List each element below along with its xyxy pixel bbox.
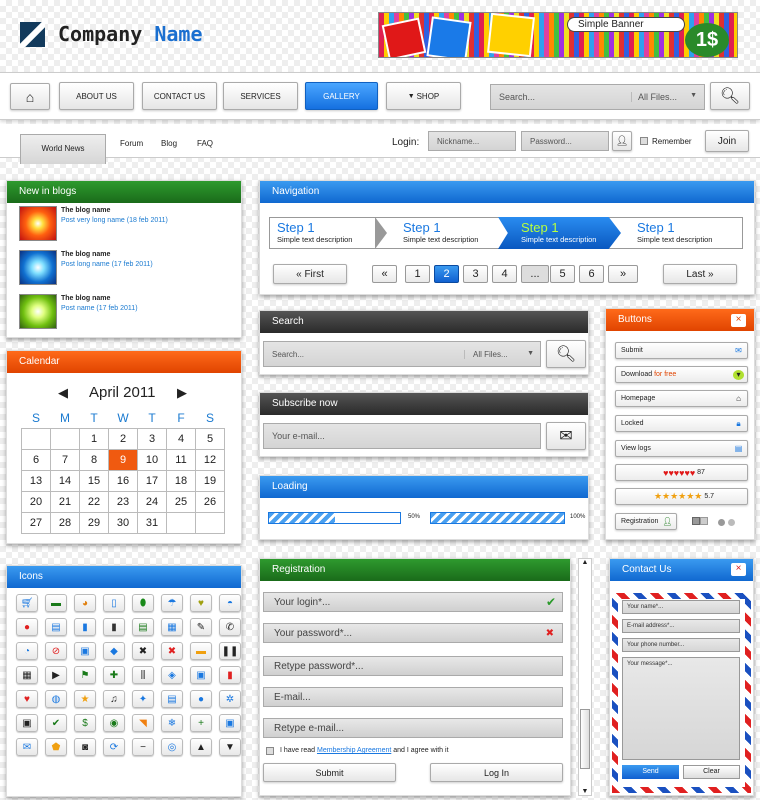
- btn-download-extra: for free: [654, 371, 677, 378]
- drop-icon[interactable]: ●: [16, 618, 38, 636]
- home-icon: ⌂: [25, 88, 35, 105]
- calendar-day[interactable]: 4: [167, 428, 196, 449]
- blog-name-1: The blog name: [61, 207, 111, 214]
- plus-icon[interactable]: +: [190, 714, 212, 732]
- scroll-down-icon[interactable]: ▼: [581, 788, 589, 795]
- scrollbar-track[interactable]: [578, 558, 592, 796]
- page-ellipsis: ...: [521, 265, 549, 283]
- progress-bar-1: [268, 512, 401, 524]
- subscribe-email-input[interactable]: Your e-mail...: [263, 423, 541, 449]
- price-badge: 1$: [685, 23, 729, 57]
- money-icon[interactable]: ▬: [45, 594, 67, 612]
- calendar-title: Calendar: [7, 351, 241, 373]
- password-field[interactable]: [263, 623, 563, 643]
- contact-close-button[interactable]: ×: [731, 563, 746, 576]
- gear-icon[interactable]: ✲: [219, 690, 241, 708]
- search-button[interactable]: [546, 340, 586, 368]
- step-4[interactable]: Step 1 Simple text description: [637, 220, 713, 244]
- check-icon: ✔: [545, 595, 556, 609]
- btn-locked[interactable]: [615, 415, 748, 432]
- wrench-icon[interactable]: ✖: [132, 642, 154, 660]
- subscribe-button[interactable]: [546, 422, 586, 450]
- calendar-day: [22, 428, 51, 449]
- calendar-day[interactable]: 27: [22, 512, 51, 533]
- first-page-button[interactable]: « First: [273, 264, 347, 284]
- clock-icon[interactable]: ◔: [16, 642, 38, 660]
- printer-icon[interactable]: ▤: [161, 690, 183, 708]
- hearts-icons: ♥♥♥♥♥♥: [663, 467, 696, 478]
- blogs-title: New in blogs: [7, 181, 241, 203]
- nav-gallery[interactable]: GALLERY: [305, 82, 378, 110]
- calendar-day[interactable]: 12: [196, 449, 225, 470]
- up-icon[interactable]: ▲: [190, 738, 212, 756]
- blog-link-2[interactable]: Post long name (17 feb 2011): [61, 261, 153, 268]
- snowflake-icon[interactable]: ❄: [161, 714, 183, 732]
- briefcase-icon[interactable]: ▣: [74, 642, 96, 660]
- calendar-day[interactable]: 18: [167, 470, 196, 491]
- btn-homepage-label: Homepage: [621, 395, 656, 402]
- blog-thumb-1[interactable]: [19, 206, 57, 241]
- retype-email-field[interactable]: Retype e-mail...: [263, 718, 563, 738]
- next-month-icon[interactable]: ▶: [177, 385, 187, 400]
- chevron-down-icon: ▼: [527, 349, 534, 357]
- hearts-rating[interactable]: [615, 464, 748, 481]
- search-filter-label: All Files...: [638, 92, 678, 102]
- loading-panel: [259, 475, 589, 540]
- calendar-day[interactable]: 7: [51, 449, 80, 470]
- logo-icon: [20, 22, 45, 47]
- link-faq[interactable]: FAQ: [197, 139, 214, 148]
- heart-icon[interactable]: ♥: [190, 594, 212, 612]
- dollar-icon[interactable]: $: [74, 714, 96, 732]
- stars-count: 5.7: [704, 493, 715, 500]
- blog-link-3[interactable]: Post name (17 feb 2011): [61, 305, 138, 312]
- pencil-icon[interactable]: ✎: [190, 618, 212, 636]
- calendar-day[interactable]: 31: [138, 512, 167, 533]
- page-5[interactable]: 5: [550, 265, 575, 283]
- bar-chart-icon[interactable]: ▮: [219, 666, 241, 684]
- prev-page-button[interactable]: «: [372, 265, 397, 283]
- scroll-up-icon[interactable]: ▲: [581, 559, 589, 566]
- calendar-day[interactable]: 21: [51, 491, 80, 512]
- search-icon: 🔍︎: [719, 88, 741, 105]
- page-6[interactable]: 6: [579, 265, 604, 283]
- page-2-current[interactable]: 2: [434, 265, 459, 283]
- calendar-day[interactable]: 1: [80, 428, 109, 449]
- calendar-day-selected[interactable]: 9: [109, 449, 138, 470]
- camera-icon[interactable]: ◙: [74, 738, 96, 756]
- music-icon[interactable]: ♫: [103, 690, 125, 708]
- down-icon[interactable]: ▼: [219, 738, 241, 756]
- stars-icons: ★★★★★★: [653, 491, 703, 501]
- envelope-icon: ✉: [559, 428, 573, 445]
- calendar-day[interactable]: 3: [138, 428, 167, 449]
- cart-icon[interactable]: 🛒︎: [16, 594, 38, 612]
- calendar-day[interactable]: 2: [109, 428, 138, 449]
- document-icon[interactable]: ▤: [45, 618, 67, 636]
- calendar-day[interactable]: 24: [138, 491, 167, 512]
- join-button[interactable]: Join: [705, 130, 749, 152]
- chevron-down-icon: ▼: [690, 92, 697, 99]
- box-icon[interactable]: ▣: [190, 666, 212, 684]
- calendar-day[interactable]: 22: [80, 491, 109, 512]
- next-page-button[interactable]: »: [608, 265, 638, 283]
- contact-name-field[interactable]: Your name*...: [622, 600, 740, 614]
- membership-agreement-link[interactable]: Membership Agreement: [316, 747, 392, 754]
- prev-month-icon[interactable]: ◀: [58, 385, 68, 400]
- nav-about-us[interactable]: ABOUT US: [59, 82, 134, 110]
- nav-shop-label: SHOP: [416, 91, 440, 101]
- calendar-day[interactable]: 8: [80, 449, 109, 470]
- registration-title: Registration: [260, 559, 570, 581]
- nav-contact-us[interactable]: CONTACT US: [142, 82, 217, 110]
- calendar-day[interactable]: 25: [167, 491, 196, 512]
- calendar-day[interactable]: 29: [80, 512, 109, 533]
- log-in-button[interactable]: Log In: [430, 763, 563, 782]
- page-4[interactable]: 4: [492, 265, 517, 283]
- btn-homepage[interactable]: [615, 390, 748, 407]
- telephone-icon[interactable]: ✆: [219, 618, 241, 636]
- stars-rating[interactable]: [615, 488, 748, 505]
- nav-search-button[interactable]: [710, 82, 750, 110]
- calendar-day: [51, 428, 80, 449]
- progress-label-2: 100%: [570, 514, 586, 520]
- login-label: Login:: [392, 137, 420, 148]
- user-icon: 👤︎: [615, 135, 629, 147]
- password-field-text: Your password*...: [274, 627, 353, 639]
- step-3[interactable]: Step 1 Simple text description: [521, 220, 597, 244]
- equalizer-icon[interactable]: ⫼: [132, 666, 154, 684]
- blog-name-3: The blog name: [61, 295, 111, 302]
- btn-submit[interactable]: [615, 342, 748, 359]
- tag-blue-icon[interactable]: ◈: [161, 666, 183, 684]
- tag-icon[interactable]: ◆: [103, 642, 125, 660]
- contact-phone-field[interactable]: Your phone number...: [622, 638, 740, 652]
- nickname-input[interactable]: Nickname...: [428, 131, 516, 151]
- shield-icon[interactable]: ⬟: [45, 738, 67, 756]
- hearts-count: 87: [697, 469, 705, 476]
- rss-icon[interactable]: ◥: [132, 714, 154, 732]
- play-icon[interactable]: ▶: [45, 666, 67, 684]
- calendar-day[interactable]: 14: [51, 470, 80, 491]
- search-placeholder: Search...: [499, 92, 536, 102]
- search-filter-text: All Files...: [473, 349, 508, 359]
- progress-bar-2: [430, 512, 565, 524]
- last-page-button[interactable]: Last »: [663, 264, 737, 284]
- progress-label-1: 50%: [408, 514, 421, 520]
- calendar-day[interactable]: 17: [138, 470, 167, 491]
- home-icon: ⌂: [736, 394, 741, 403]
- user-add-icon: 👤︎: [662, 517, 673, 526]
- download-icon: ▾: [733, 370, 744, 380]
- btn-locked-label: Locked: [621, 420, 644, 427]
- subscribe-title: Subscribe now: [260, 393, 588, 415]
- heart-red-icon[interactable]: ♥: [16, 690, 38, 708]
- calendar-day[interactable]: 6: [22, 449, 51, 470]
- btn-view-logs-label: View logs: [621, 445, 651, 452]
- pause-icon[interactable]: ❚❚: [219, 642, 241, 660]
- btn-registration[interactable]: [615, 513, 677, 530]
- folder-icon[interactable]: ▬: [190, 642, 212, 660]
- search-input-placeholder: Search...: [272, 349, 305, 359]
- send-button[interactable]: Send: [622, 765, 679, 779]
- buttons-title: Buttons: [606, 309, 754, 331]
- page-3[interactable]: 3: [463, 265, 488, 283]
- contact-title: Contact Us: [610, 559, 753, 581]
- user-icon[interactable]: ●: [190, 690, 212, 708]
- toggle-switch[interactable]: [692, 517, 712, 527]
- globe-icon[interactable]: ◍: [45, 690, 67, 708]
- minus-icon[interactable]: −: [132, 738, 154, 756]
- document-icon: ▤: [734, 444, 743, 453]
- pin-icon[interactable]: ✚: [103, 666, 125, 684]
- lock-icon: 🔒︎: [736, 419, 741, 428]
- btn-registration-label: Registration: [621, 518, 659, 525]
- clear-button[interactable]: Clear: [683, 765, 740, 779]
- calendar-day[interactable]: 13: [22, 470, 51, 491]
- simple-banner[interactable]: [378, 12, 738, 58]
- remember-checkbox[interactable]: [640, 137, 648, 145]
- error-icon: ✖: [545, 627, 554, 639]
- login-field[interactable]: [263, 592, 563, 612]
- flag-icon[interactable]: ⚑: [74, 666, 96, 684]
- chevron-down-icon: ▼: [407, 92, 417, 100]
- save-icon[interactable]: ▣: [219, 714, 241, 732]
- search-filter[interactable]: [464, 350, 540, 359]
- calendar-day[interactable]: 11: [167, 449, 196, 470]
- company-name: Company Name: [58, 22, 203, 46]
- link-forum[interactable]: Forum: [120, 139, 144, 148]
- step-2[interactable]: Step 1 Simple text description: [403, 220, 479, 244]
- btn-download-label: Download: [621, 371, 653, 378]
- page-1[interactable]: 1: [405, 265, 430, 283]
- search-icon: 🔍︎: [555, 346, 577, 363]
- navigation-title: Navigation: [260, 181, 754, 203]
- agree-text: I have read Membership Agreement and I agree with it: [280, 747, 449, 754]
- calendar-day: [167, 512, 196, 533]
- submit-button[interactable]: Submit: [263, 763, 396, 782]
- step-1[interactable]: Step 1 Simple text description: [277, 220, 353, 244]
- calendar-day[interactable]: 30: [109, 512, 138, 533]
- bulb-icon[interactable]: ⬮: [132, 594, 154, 612]
- puzzle-icon[interactable]: ✦: [132, 690, 154, 708]
- calendar-day[interactable]: 26: [196, 491, 225, 512]
- remember-label: Remember: [652, 137, 692, 146]
- gamepad-icon[interactable]: ◓: [219, 594, 241, 612]
- calendar-day[interactable]: 28: [51, 512, 80, 533]
- target-icon[interactable]: ◎: [161, 738, 183, 756]
- calendar-days[interactable]: [22, 428, 225, 533]
- btn-submit-label: Submit: [621, 347, 643, 354]
- blog-thumb-3[interactable]: [19, 294, 57, 329]
- tab-world-news[interactable]: World News: [20, 134, 106, 164]
- no-entry-icon[interactable]: ⊘: [45, 642, 67, 660]
- battery-icon[interactable]: ▮: [103, 618, 125, 636]
- blog-name-2: The blog name: [61, 251, 111, 258]
- contact-message-field[interactable]: Your message*...: [622, 657, 740, 760]
- sync-icon[interactable]: ⟳: [103, 738, 125, 756]
- phone-icon[interactable]: ▯: [103, 594, 125, 612]
- loading-title: Loading: [260, 476, 588, 498]
- login-button[interactable]: [612, 131, 632, 151]
- calendar-day[interactable]: 19: [196, 470, 225, 491]
- contact-email-field[interactable]: E-mail address*...: [622, 619, 740, 633]
- mail-icon[interactable]: ✉: [16, 738, 38, 756]
- home-button[interactable]: [10, 83, 50, 110]
- buttons-close-button[interactable]: ×: [731, 314, 746, 327]
- banner-label: Simple Banner: [567, 17, 685, 32]
- lock-icon[interactable]: ▣: [16, 714, 38, 732]
- calendar-grid: S M T W T F S 1 2 3 4 5 6 7 8 9 10 11 12 13 14 15 16 17 18 19 20 21 22 23 24 25 26 27 28 29 30 31: [21, 408, 225, 534]
- calendar-day[interactable]: 23: [109, 491, 138, 512]
- chart-icon[interactable]: ◕: [74, 594, 96, 612]
- nav-shop[interactable]: [386, 82, 461, 110]
- star-icon[interactable]: ★: [74, 690, 96, 708]
- eye-icon[interactable]: ◉: [103, 714, 125, 732]
- btn-view-logs[interactable]: [615, 440, 748, 457]
- icons-title: Icons: [7, 566, 241, 588]
- clipboard-icon[interactable]: ▤: [132, 618, 154, 636]
- calendar-day: [196, 512, 225, 533]
- grid-icon[interactable]: ▦: [16, 666, 38, 684]
- check-icon[interactable]: ✔: [45, 714, 67, 732]
- calendar-day[interactable]: 10: [138, 449, 167, 470]
- radio-dots[interactable]: [718, 518, 735, 528]
- login-field-text: Your login*...: [274, 596, 331, 608]
- retype-password-field[interactable]: Retype password*...: [263, 656, 563, 676]
- scrollbar-thumb[interactable]: [580, 709, 590, 769]
- link-blog[interactable]: Blog: [161, 139, 178, 148]
- step-arrow-1: [375, 217, 387, 249]
- password-input[interactable]: Password...: [521, 131, 609, 151]
- blog-link-1[interactable]: Post very long name (18 feb 2011): [61, 217, 168, 224]
- calendar-day[interactable]: 15: [80, 470, 109, 491]
- icon-grid: [16, 594, 248, 762]
- calendar-icon[interactable]: ▦: [161, 618, 183, 636]
- btn-download[interactable]: [615, 366, 748, 383]
- search-title: Search: [260, 311, 588, 333]
- blog-thumb-2[interactable]: [19, 250, 57, 285]
- search-input[interactable]: [263, 341, 541, 367]
- calendar-day[interactable]: 20: [22, 491, 51, 512]
- calendar-month: April 2011: [89, 384, 156, 401]
- search-filter-select[interactable]: [631, 92, 703, 102]
- bookmark-icon[interactable]: ▮: [74, 618, 96, 636]
- envelope-icon: ✉: [735, 346, 742, 355]
- close-icon[interactable]: ✖: [161, 642, 183, 660]
- nav-services[interactable]: SERVICES: [223, 82, 298, 110]
- nav-search-input[interactable]: [490, 84, 705, 110]
- umbrella-icon[interactable]: ☂: [161, 594, 183, 612]
- calendar-day[interactable]: 16: [109, 470, 138, 491]
- calendar-day[interactable]: 5: [196, 428, 225, 449]
- email-field[interactable]: E-mail...: [263, 687, 563, 707]
- agree-checkbox[interactable]: [266, 747, 274, 755]
